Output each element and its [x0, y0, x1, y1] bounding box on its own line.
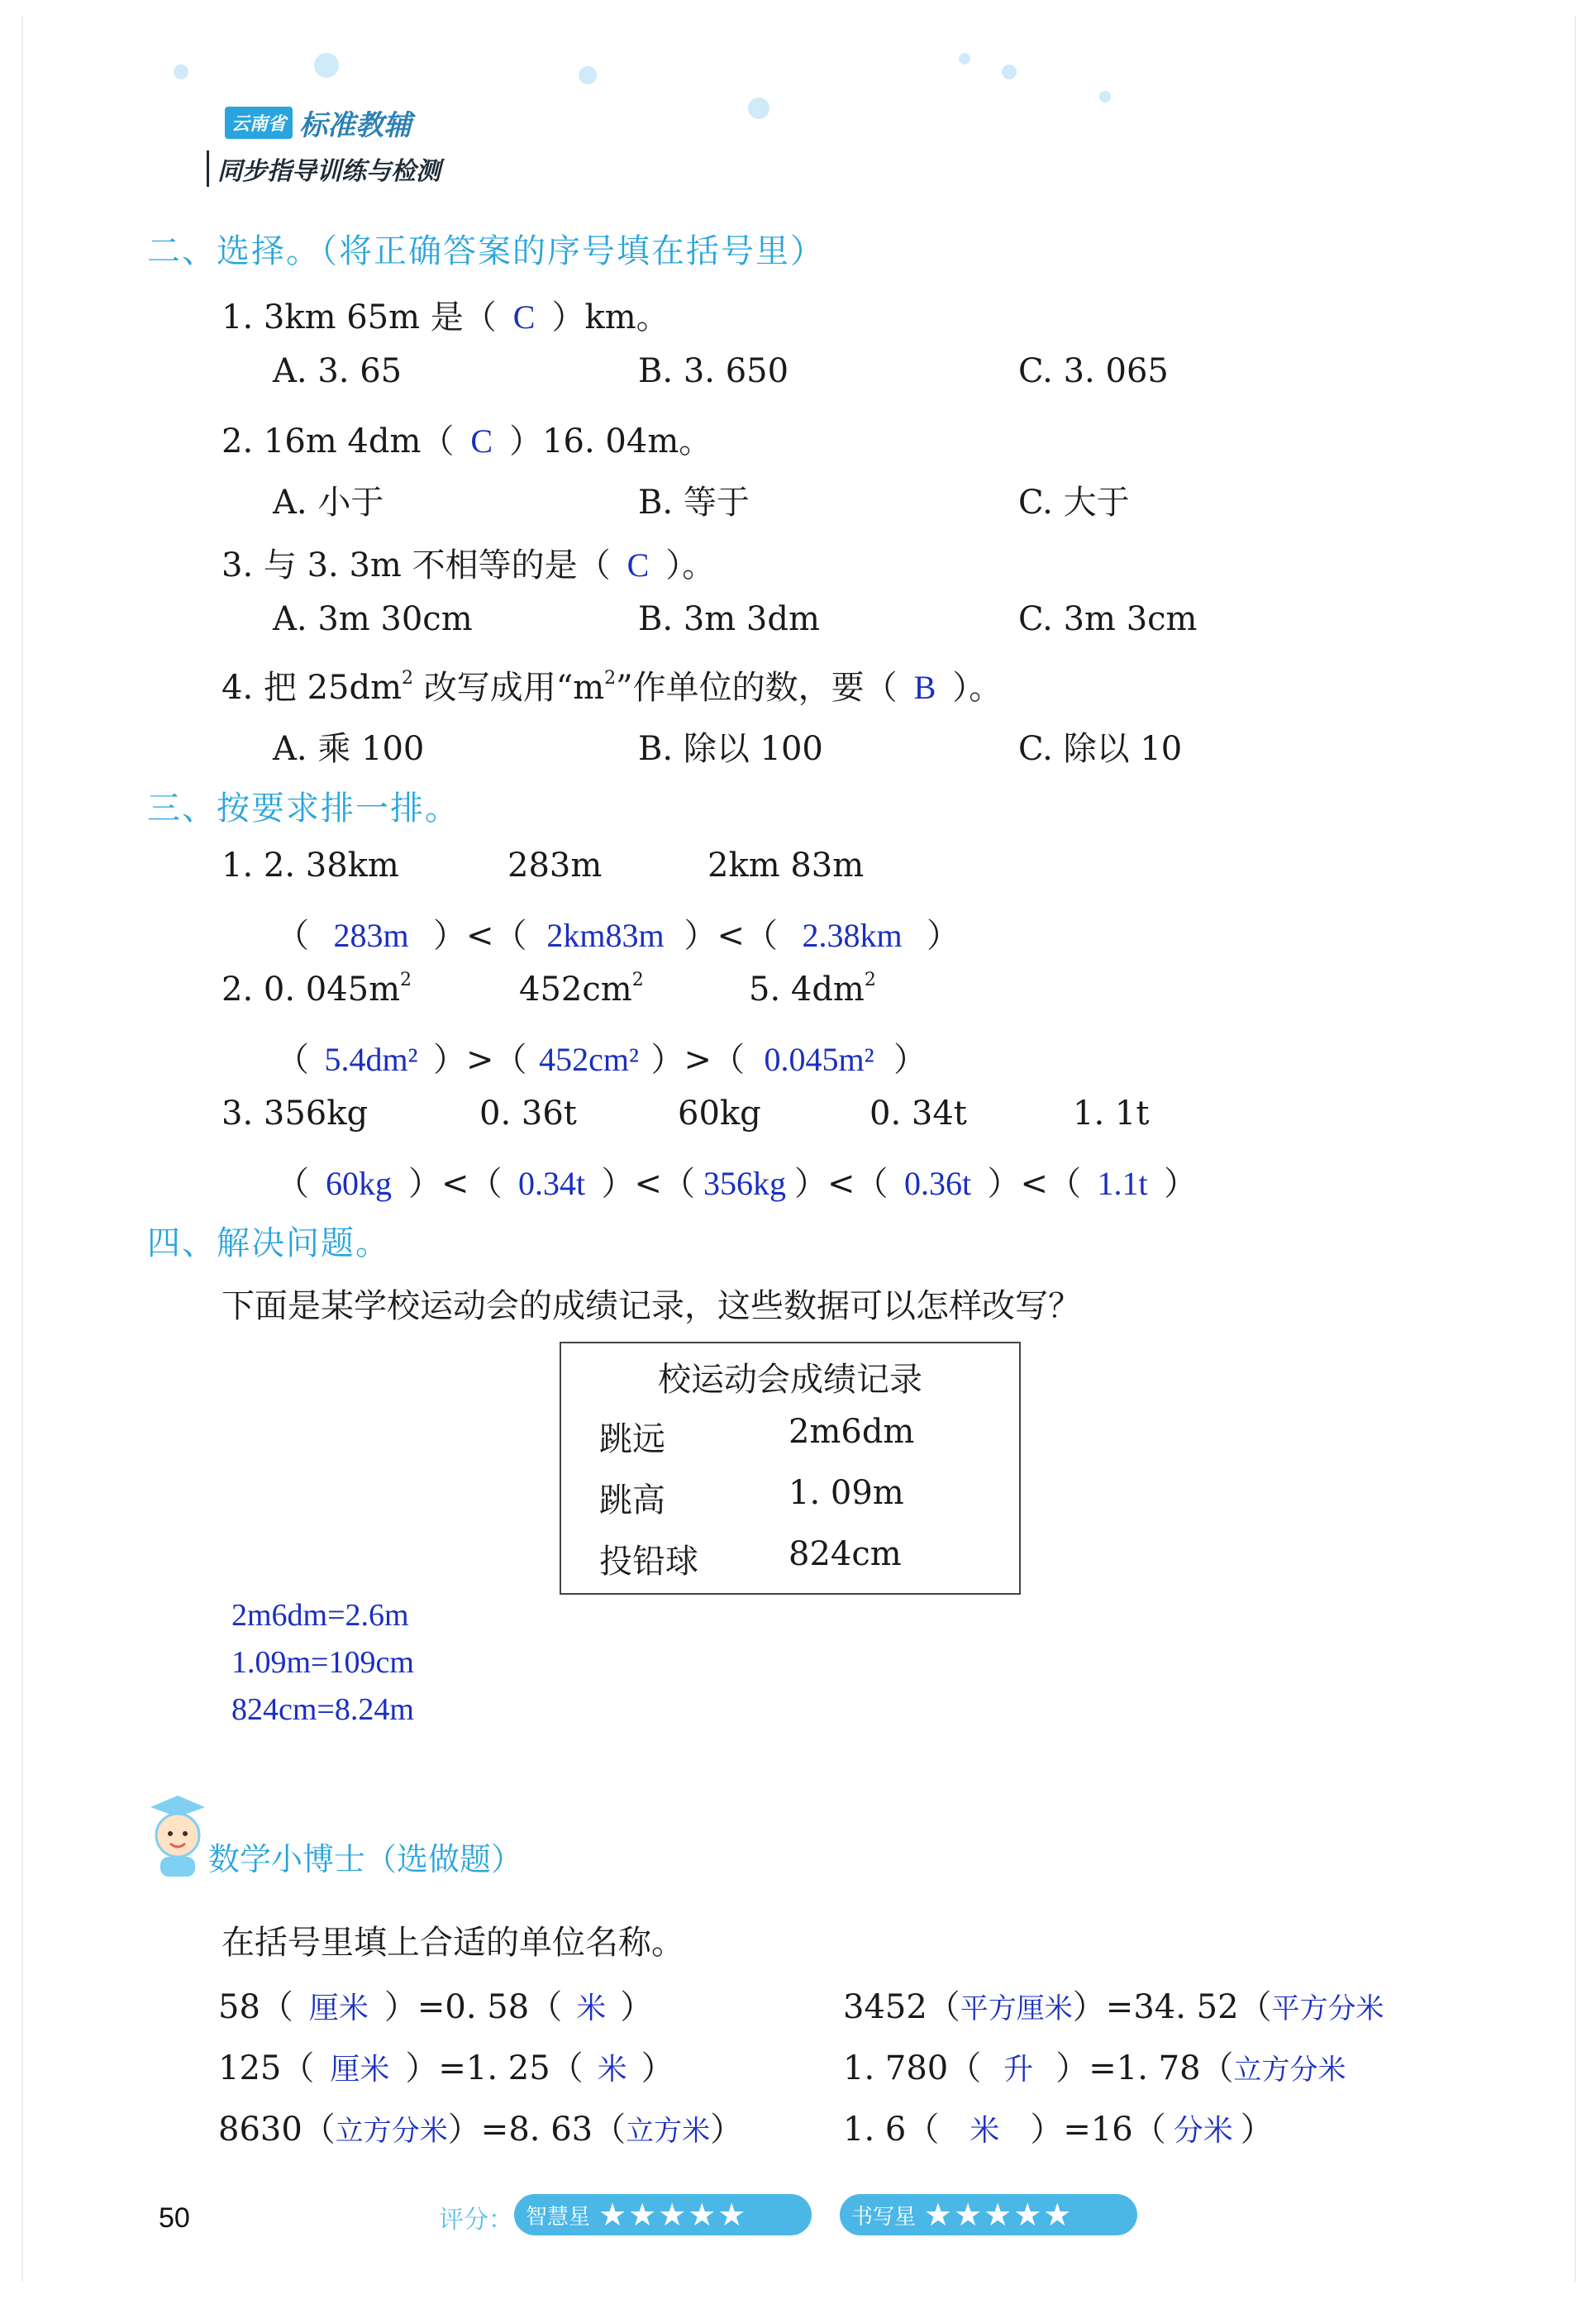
number: 125	[218, 2049, 282, 2087]
answer: B	[913, 669, 936, 706]
paren: （	[276, 1041, 309, 1079]
paren: （	[493, 917, 527, 955]
option-b: B. 除以 100	[638, 730, 823, 768]
table-caption: 校运动会成绩记录	[658, 1361, 922, 1399]
answer: 0.045m²	[764, 1041, 874, 1078]
answer: 厘米	[330, 2053, 390, 2087]
answer: 平方厘米	[960, 1992, 1073, 2025]
answer: 米	[597, 2053, 627, 2087]
wisdom-star-rating	[514, 2194, 812, 2235]
section3-title: 三、按要求排一排。	[147, 789, 460, 828]
number: 3452	[843, 1988, 927, 2026]
s3-q1-item: 1. 2. 38km	[222, 847, 399, 885]
paren: ）	[684, 917, 717, 955]
table-row-value: 824cm	[788, 1535, 902, 1573]
bonus-prompt: 在括号里填上合适的单位名称。	[222, 1924, 684, 1962]
answer: 356kg	[703, 1165, 787, 1202]
paren: ）	[1164, 1165, 1198, 1203]
s3-q3-answer-row	[276, 1157, 1197, 1204]
s3-q3-item: 1. 1t	[1073, 1095, 1150, 1133]
s3-q2-item	[519, 971, 644, 1009]
sign: <	[441, 1165, 469, 1203]
brand-name: 标准教辅	[299, 108, 412, 142]
decor-dot	[174, 64, 188, 79]
q-text: ）。	[952, 669, 1003, 707]
number: =1. 25	[438, 2049, 550, 2087]
superscript: 2	[604, 668, 617, 689]
number: 1. 780	[843, 2049, 949, 2087]
paren: ）	[893, 1041, 927, 1079]
number: =1. 78	[1089, 2049, 1201, 2087]
number: =8. 63	[480, 2111, 593, 2149]
s3-q1-item: 2km 83m	[707, 847, 865, 885]
writing-star-rating	[840, 2194, 1137, 2235]
paren: ）	[794, 1165, 828, 1203]
q-text: 3. 与 3. 3m 不相等的是（	[222, 546, 611, 584]
s3-q1-answer-row	[276, 909, 960, 956]
option-a: A. 小于	[273, 484, 384, 522]
decor-dot	[1002, 64, 1017, 79]
doctor-mascot-icon	[149, 1792, 207, 1878]
question-2-2	[222, 415, 712, 462]
decor-dot	[314, 53, 339, 78]
table-row-value: 1. 09m	[788, 1474, 904, 1512]
option-a: A. 3m 30cm	[273, 600, 473, 638]
sign: >	[684, 1041, 712, 1079]
answer: 5.4dm²	[324, 1041, 418, 1078]
series-subtitle: 同步指导训练与检测	[207, 150, 441, 187]
decor-dot	[579, 66, 597, 84]
paren: ）	[601, 1165, 635, 1203]
paren: ）	[987, 1165, 1021, 1203]
written-answer: 2m6dm=2.6m	[231, 1598, 409, 1633]
decor-dot	[959, 53, 970, 64]
brand-logo	[225, 104, 412, 141]
answer: 分米	[1173, 2114, 1233, 2148]
number: 58	[218, 1988, 260, 2026]
superscript: 2	[631, 970, 644, 990]
paren: （	[855, 1165, 889, 1203]
answer: 283m	[333, 917, 409, 954]
number: =34. 52	[1105, 1988, 1239, 2026]
answer: C	[512, 298, 536, 336]
number: 8630	[218, 2111, 303, 2149]
s3-q3-item: 0. 34t	[869, 1095, 967, 1133]
superscript: 2	[402, 668, 414, 689]
bonus-left-row: 125（ 厘米 ）=1. 25（ 米 ）	[218, 2042, 674, 2089]
table-row-label: 跳高	[599, 1481, 665, 1519]
page-number: 50	[159, 2202, 190, 2234]
brand-chip: 云南省	[225, 107, 293, 139]
paren: （	[493, 1041, 527, 1079]
bonus-left-row: 58（ 厘米 ）=0. 58（ 米 ）	[218, 1981, 653, 2028]
s3-q3-item: 0. 36t	[479, 1095, 577, 1133]
answer: 0.34t	[517, 1165, 586, 1202]
record-table	[560, 1342, 1021, 1595]
bonus-right-row: 3452（平方厘米）=34. 52（平方分米	[843, 1988, 1384, 2026]
q-text: ）。	[665, 546, 716, 584]
q-text: 4. 把 25dm	[222, 669, 403, 707]
answer: 米	[970, 2114, 1000, 2148]
written-answer: 824cm=8.24m	[231, 1692, 414, 1727]
bonus-right-row: 1. 780（ 升 ）=1. 78（立方分米	[843, 2042, 1346, 2089]
option-c: C. 大于	[1018, 484, 1130, 522]
decor-dot	[748, 98, 769, 119]
s3-q2-item	[749, 971, 876, 1009]
s3-q2-item	[222, 971, 412, 1009]
answer: 厘米	[308, 1992, 369, 2025]
answer: 米	[576, 1992, 607, 2025]
sign: <	[466, 917, 494, 955]
star-icon: ★★★★★	[924, 2197, 1074, 2233]
answer: C	[470, 422, 493, 460]
q-text: ）16. 04m。	[509, 422, 712, 460]
question-2-3	[222, 539, 715, 586]
item-text: 452cm	[519, 971, 632, 1009]
section4-title: 四、解决问题。	[147, 1224, 390, 1262]
number: =0. 58	[417, 1988, 530, 2026]
decor-dot	[1099, 91, 1111, 103]
sign: <	[634, 1165, 663, 1203]
star-icon: ★★★★★	[598, 2197, 748, 2233]
paren: （	[745, 917, 779, 955]
answer: 2.38km	[802, 917, 903, 954]
page-border-right	[1575, 17, 1576, 2282]
table-row-label: 投铅球	[599, 1543, 698, 1581]
table-row-value: 2m6dm	[788, 1413, 915, 1451]
number: 1. 6	[843, 2111, 907, 2149]
answer: 452cm²	[539, 1041, 639, 1078]
paren: ）	[433, 917, 466, 955]
q-text: ”作单位的数，要（	[616, 669, 898, 707]
section4-prompt: 下面是某学校运动会的成绩记录，这些数据可以怎样改写？	[222, 1287, 1081, 1325]
paren: （	[276, 917, 309, 955]
option-b: B. 等于	[638, 484, 750, 522]
sign: >	[466, 1041, 494, 1079]
q-text: 1. 3km 65m 是（	[222, 298, 497, 336]
option-c: C. 除以 10	[1018, 730, 1183, 768]
answer: 升	[1003, 2053, 1034, 2087]
paren: （	[276, 1165, 309, 1203]
s3-q2-answer-row	[276, 1033, 927, 1080]
answer: C	[626, 546, 650, 584]
paren: （	[1048, 1165, 1082, 1203]
option-c: C. 3. 065	[1018, 352, 1169, 390]
option-b: B. 3. 650	[638, 352, 789, 390]
answer: 2km83m	[546, 917, 665, 954]
paren: ）	[650, 1041, 684, 1079]
option-b: B. 3m 3dm	[638, 600, 820, 638]
option-a: A. 3. 65	[273, 352, 403, 390]
answer: 60kg	[326, 1165, 392, 1202]
written-answer: 1.09m=109cm	[231, 1645, 414, 1680]
bonus-right-row: 1. 6（ 米 ）=16（ 分米 ）	[843, 2103, 1274, 2150]
paren: ）	[927, 917, 960, 955]
q-text: 改写成用“m	[413, 669, 605, 707]
page-border-left	[21, 17, 23, 2282]
paren: ）	[433, 1041, 466, 1079]
number: =16	[1063, 2111, 1133, 2149]
paren: ）	[408, 1165, 441, 1203]
superscript: 2	[864, 970, 876, 990]
wisdom-star-label: 智慧星	[526, 2204, 591, 2230]
paren: （	[662, 1165, 696, 1203]
sign: <	[827, 1165, 855, 1203]
superscript: 2	[400, 970, 412, 990]
answer: 1.1t	[1097, 1165, 1148, 1202]
option-c: C. 3m 3cm	[1018, 600, 1198, 638]
score-label: 评分：	[439, 2206, 513, 2235]
s3-q3-item: 3. 356kg	[222, 1095, 369, 1133]
table-row-label: 跳远	[599, 1420, 665, 1458]
option-a: A. 乘 100	[273, 730, 425, 768]
question-2-1	[222, 291, 669, 338]
s3-q1-item: 283m	[507, 847, 603, 885]
paren: （	[712, 1041, 746, 1079]
section2-title: 二、选择。（将正确答案的序号填在括号里）	[147, 232, 825, 270]
s3-q3-item: 60kg	[678, 1095, 761, 1133]
item-text: 2. 0. 045m	[222, 971, 401, 1009]
sign: <	[717, 917, 746, 955]
item-text: 5. 4dm	[749, 971, 865, 1009]
answer: 0.36t	[903, 1165, 972, 1202]
bonus-title: 数学小博士（选做题）	[208, 1841, 523, 1877]
answer: 平方分米	[1271, 1992, 1384, 2025]
answer: 立方分米	[335, 2115, 448, 2148]
answer: 立方米	[626, 2115, 711, 2148]
q-text: ）km。	[551, 298, 669, 336]
sign: <	[1020, 1165, 1049, 1203]
answer: 立方分米	[1233, 2054, 1346, 2087]
writing-star-label: 书写星	[851, 2204, 917, 2230]
paren: （	[469, 1165, 503, 1203]
q-text: 2. 16m 4dm（	[222, 422, 455, 460]
question-2-4	[222, 661, 1002, 708]
bonus-left-row: 8630（立方分米）=8. 63（立方米）	[218, 2111, 744, 2149]
